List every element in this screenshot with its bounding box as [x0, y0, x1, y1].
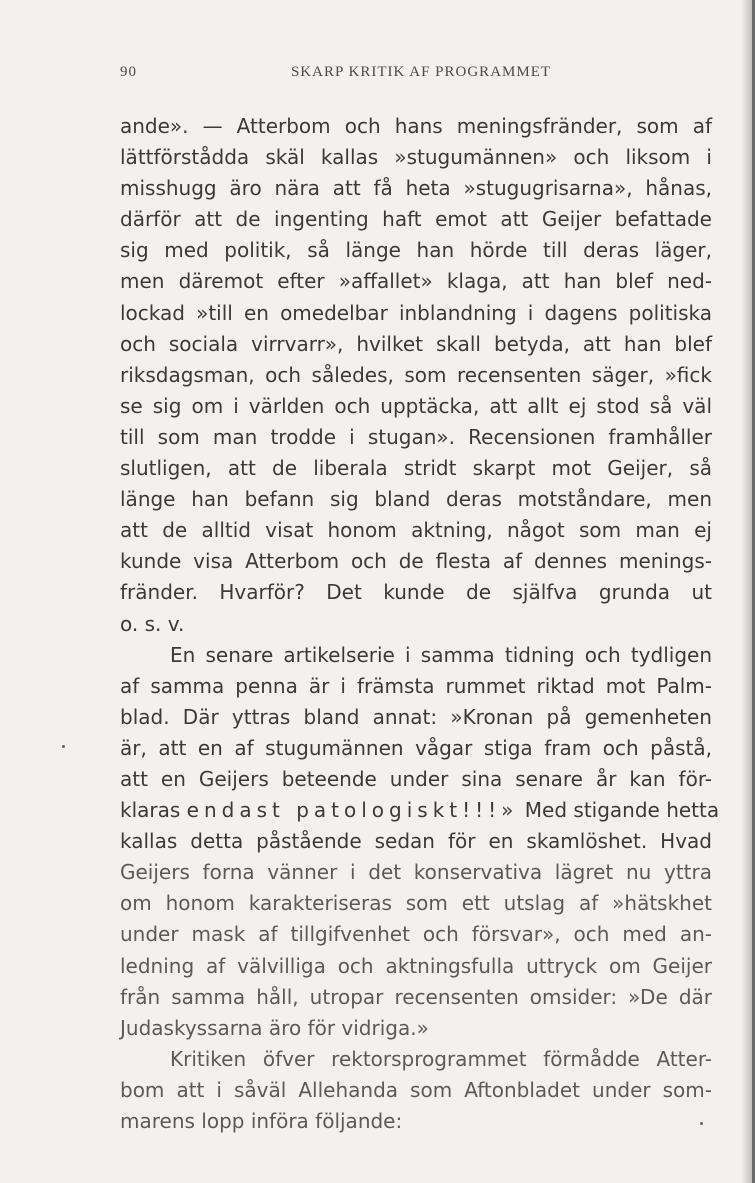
text-line-with-emphasis [120, 795, 720, 826]
text-line: om honom karakteriseras som ett utslag af »hätskhet [120, 891, 712, 916]
text-line: slutligen, att de liberala stridt skarpt mot Geijer, så [120, 456, 712, 481]
text-line: länge han befann sig bland deras motståndare, men [120, 487, 712, 512]
paragraph-start-line: Kritiken öfver rektorsprogrammet förmådde Atter- [170, 1046, 712, 1071]
text-line: se sig om i världen och upptäcka, att allt ej stod så väl [120, 393, 712, 418]
text-line: riksdagsman, och således, som recensenten säger, »fick [120, 362, 712, 387]
body-text [120, 111, 720, 1137]
text-line: därför att de ingenting haft emot att Geijer befattade [120, 207, 712, 232]
text-line: o. s. v. [120, 611, 185, 636]
text-line: kunde visa Atterbom och de flesta af dennes menings- [120, 549, 712, 574]
paragraph-start-line: En senare artikelserie i samma tidning och tydligen [170, 642, 712, 667]
text-line: lättförstådda skäl kallas »stugumännen» och liksom i [120, 145, 712, 170]
text-line: lockad »till en omedelbar inblandning i dagens politiska [120, 300, 712, 325]
text-line: kallas detta påstående sedan för en skamlöshet. Hvad [120, 829, 712, 854]
text-line: från samma håll, utropar recensenten omsider: »De där [120, 984, 712, 1009]
spaced-emphasis: endast patologiskt!!!» [186, 798, 519, 823]
text-line: fränder. Hvarför? Det kunde de själfva grunda ut [120, 580, 712, 605]
text-line: ande». — Atterbom och hans meningsfränder, som af [120, 114, 712, 138]
text-line: är, att en af stugumännen vågar stiga fram och påstå, [120, 735, 712, 760]
running-head: SKARP KRITIK AF PROGRAMMET [290, 64, 552, 80]
text-line: till som man trodde i stugan». Recensionen framhåller [120, 424, 712, 449]
text-line: marens lopp införa följande: [120, 1109, 403, 1133]
text-line: under mask af tillgifvenhet och försvar», och med an- [120, 922, 712, 947]
margin-speck [62, 745, 65, 748]
text-line: men däremot efter »affallet» klaga, att han blef ned- [120, 269, 712, 294]
text-line: sig med politik, så länge han hörde till deras läger, [120, 238, 712, 263]
text-segment: klaras [120, 798, 181, 823]
text-line: misshugg äro nära att få heta »stugugrisarna», hånas, [120, 176, 712, 201]
text-line: att en Geijers beteende under sina senare år kan för- [120, 766, 712, 791]
page-header [120, 64, 712, 88]
text-line: och sociala virrvarr», hvilket skall betyda, att han blef [120, 331, 712, 356]
text-line: blad. Där yttras bland annat: »Kronan på gemenheten [120, 704, 712, 729]
text-line: Judaskyssarna äro för vidriga.» [120, 1015, 429, 1040]
text-line: af samma penna är i främsta rummet riktad mot Palm- [120, 673, 712, 698]
text-line: bom att i såväl Allehanda som Aftonbladet under som- [120, 1077, 712, 1102]
margin-speck [700, 1122, 703, 1125]
text-segment: Med stigande hetta [524, 798, 720, 823]
text-line: att de alltid visat honom aktning, något som man ej [120, 518, 712, 543]
page-number: 90 [120, 64, 137, 80]
text-line: Geijers forna vänner i det konservativa lägret nu yttra [120, 860, 712, 885]
text-line: ledning af välvilliga och aktningsfulla uttryck om Geijer [120, 953, 712, 978]
